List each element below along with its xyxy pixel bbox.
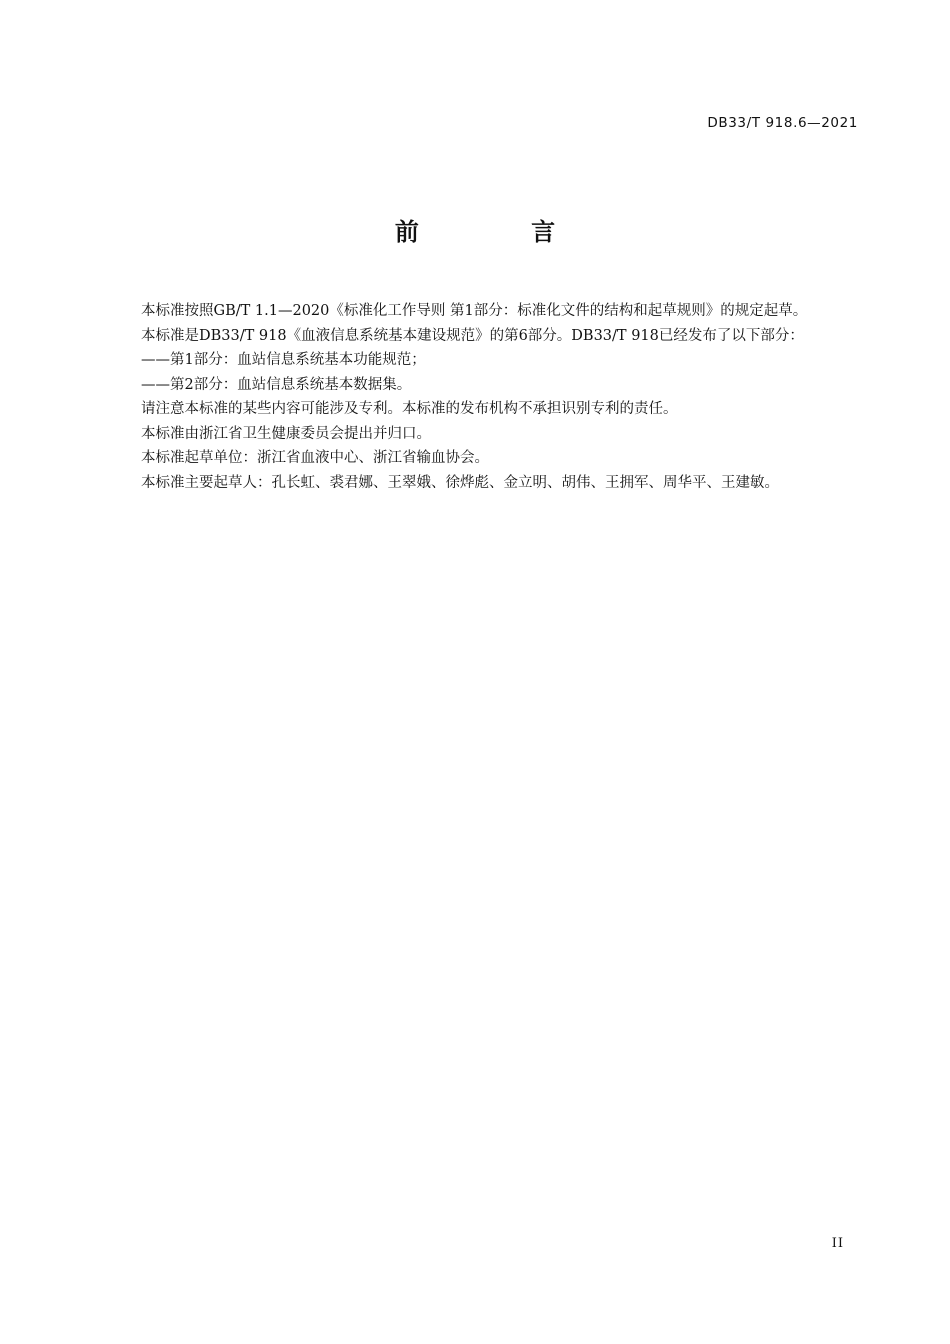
paragraph-drafters: 本标准主要起草人：孔长虹、裘君娜、王翠娥、徐烨彪、金立明、胡伟、王拥军、周华平、王建敏。: [141, 474, 779, 491]
page-number: II: [831, 1236, 844, 1251]
list-item-part-2: ——第2部分：血站信息系统基本数据集。: [141, 376, 412, 393]
paragraph-drafting-rules: 本标准按照GB/T 1.1—2020《标准化工作导则 第1部分：标准化文件的结构和起草规则》的规定起草。: [141, 303, 808, 319]
paragraph-patent-notice: 请注意本标准的某些内容可能涉及专利。本标准的发布机构不承担识别专利的责任。: [141, 401, 678, 417]
paragraph-drafting-units: 本标准起草单位：浙江省血液中心、浙江省输血协会。: [141, 450, 489, 466]
foreword-body: [112, 299, 860, 495]
paragraph-standard-parts: 本标准是DB33/T 918《血液信息系统基本建设规范》的第6部分。DB33/T 918已经发布了以下部分：: [141, 327, 804, 344]
list-item-part-1: ——第1部分：血站信息系统基本功能规范；: [141, 352, 426, 368]
paragraph-proposer: 本标准由浙江省卫生健康委员会提出并归口。: [141, 425, 431, 442]
document-code: DB33/T 918.6—2021: [707, 115, 858, 131]
page-title: 前 言: [394, 218, 608, 246]
